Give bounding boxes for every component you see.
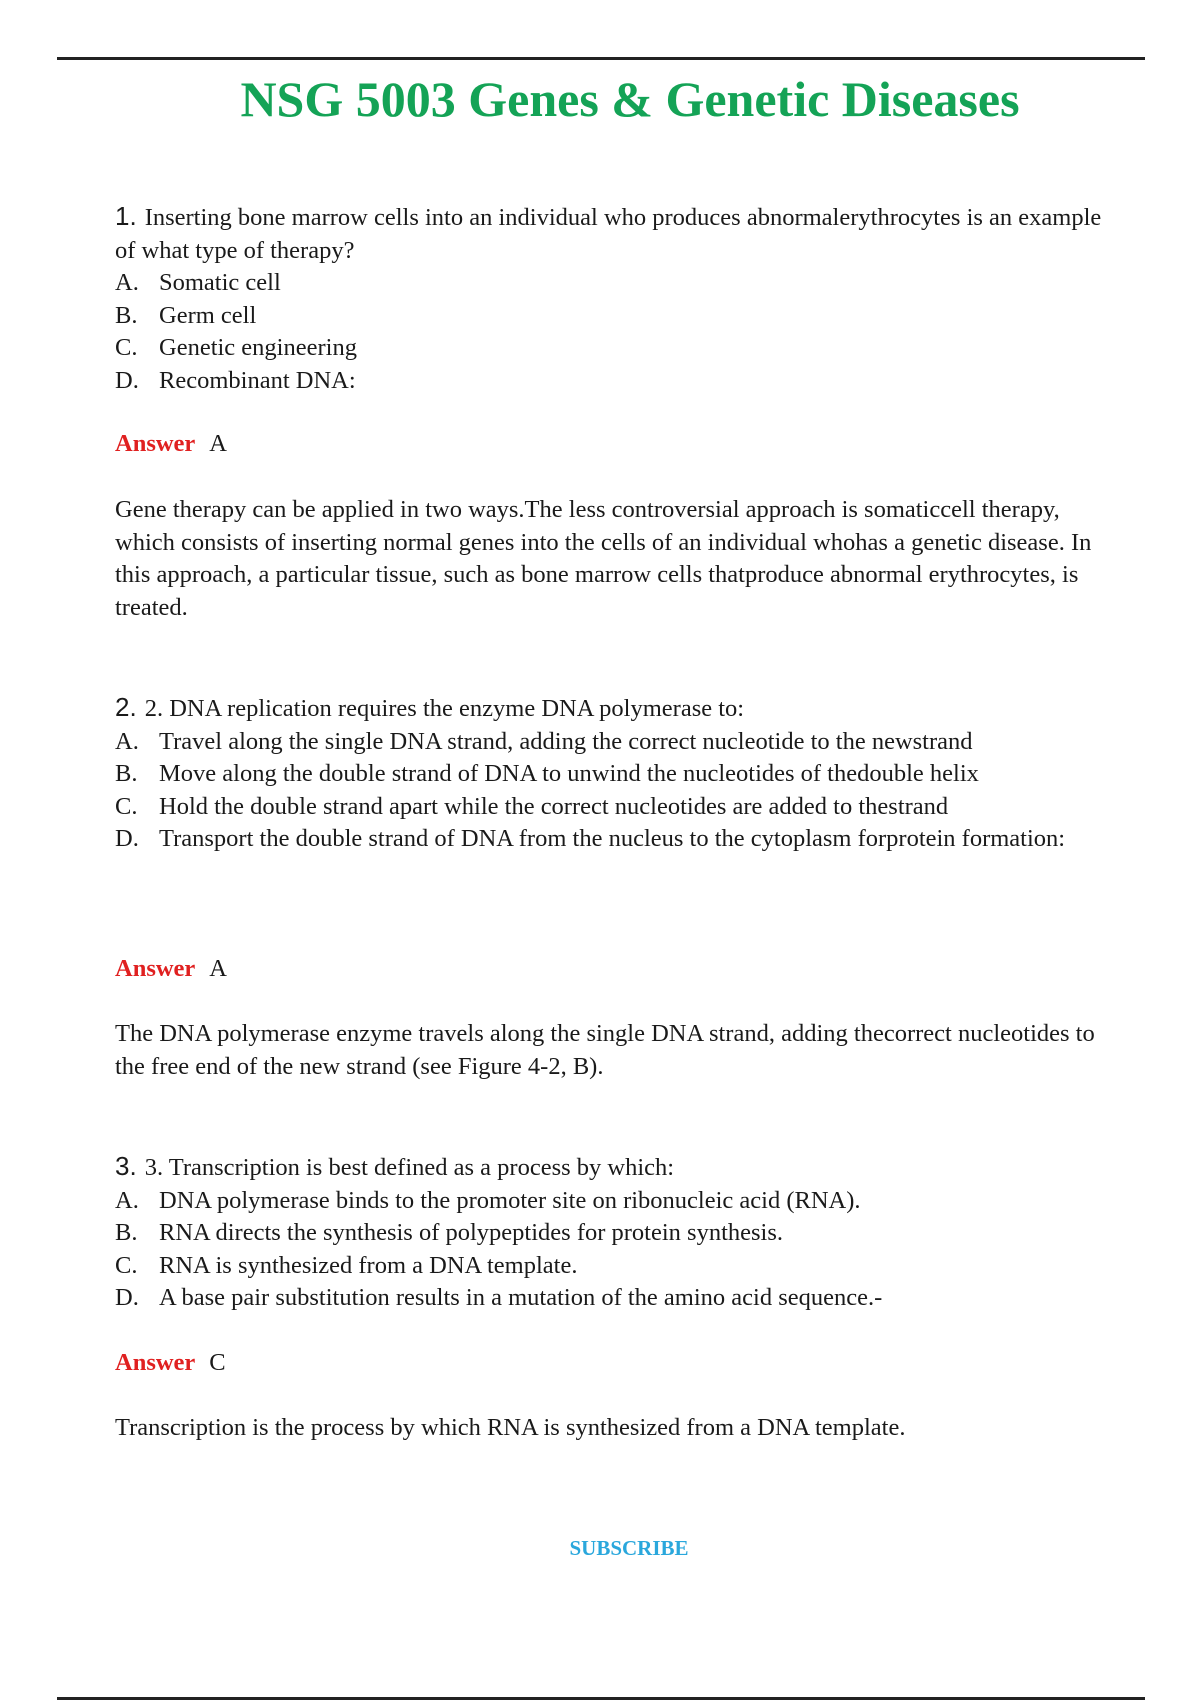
option-a: A. Travel along the single DNA strand, adding the correct nucleotide to the newstrand: [115, 727, 973, 755]
answer-2: Answer A: [115, 955, 227, 982]
question-stem: 1. Inserting bone marrow cells into an individual who produces abnormalerythrocytes is an example of what type of therapy?: [115, 201, 1102, 264]
question-1: [115, 200, 1125, 398]
option-b: B. RNA directs the synthesis of polypeptides for protein synthesis.: [115, 1219, 783, 1247]
question-3: [115, 1150, 1125, 1315]
top-rule: [57, 57, 1145, 60]
option-c: C. RNA is synthesized from a DNA template.: [115, 1251, 578, 1279]
option-b: B. Germ cell: [115, 301, 257, 329]
option-b: B. Move along the double strand of DNA to unwind the nucleotides of thedouble helix: [115, 760, 979, 788]
explanation-2: The DNA polymerase enzyme travels along the single DNA strand, adding thecorrect nucleotides to the free end of the new strand (see Figure 4-2, B).: [115, 1020, 1095, 1080]
question-stem: 3. 3. Transcription is best defined as a process by which:: [115, 1151, 675, 1181]
option-c: C. Hold the double strand apart while the correct nucleotides are added to thestrand: [115, 792, 949, 820]
option-c: C. Genetic engineering: [115, 334, 357, 362]
answer-1: Answer A: [115, 430, 227, 457]
option-d: D. A base pair substitution results in a mutation of the amino acid sequence.-: [115, 1284, 883, 1312]
document-title: NSG 5003 Genes & Genetic Diseases: [240, 71, 1020, 127]
question-stem: 2. 2. DNA replication requires the enzyme DNA polymerase to:: [115, 692, 745, 722]
option-d: D. Transport the double strand of DNA from the nucleus to the cytoplasm forprotein formation:: [115, 825, 1066, 853]
subscribe-link[interactable]: SUBSCRIBE: [569, 1536, 689, 1560]
option-d: D. Recombinant DNA:: [115, 366, 356, 394]
answer-3: Answer C: [115, 1349, 226, 1376]
explanation-3: Transcription is the process by which RNA is synthesized from a DNA template.: [115, 1414, 906, 1441]
question-2: [115, 691, 1125, 856]
option-a: A. Somatic cell: [115, 269, 281, 297]
explanation-1: Gene therapy can be applied in two ways.The less controversial approach is somaticcell therapy, which consists of inserting normal genes into the cells of an individual whohas a genetic disease. In this approach, a particular tissue, such as bone marrow cells thatproduce abnormal erythrocytes, is treated.: [115, 496, 1092, 621]
option-a: A. DNA polymerase binds to the promoter site on ribonucleic acid (RNA).: [115, 1186, 861, 1214]
